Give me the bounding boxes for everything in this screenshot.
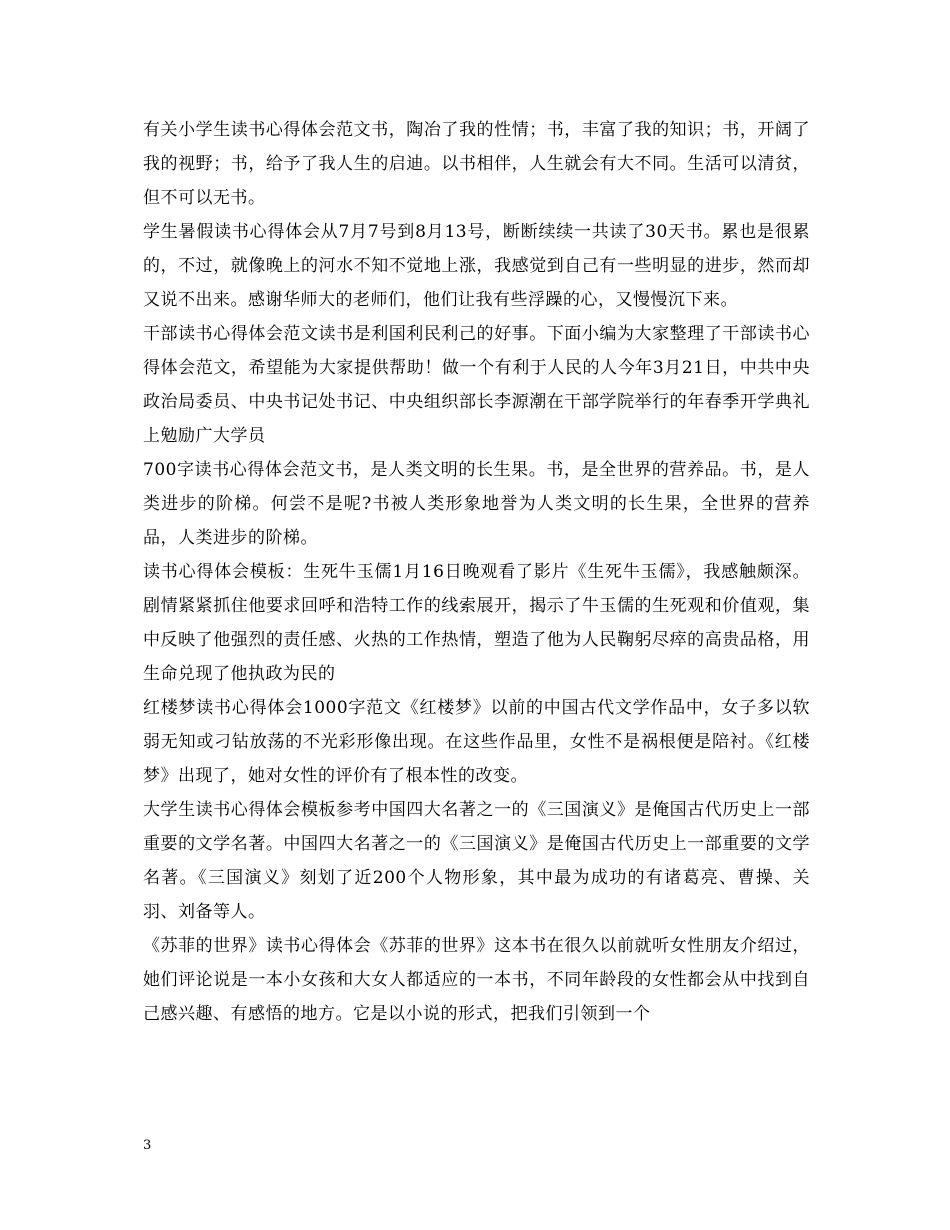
paragraph-5: 读书心得体会模板：生死牛玉儒1月16日晚观看了影片《生死牛玉儒》，我感触颇深。剧情紧紧抓住他要求回呼和浩特工作的线索展开，揭示了牛玉儒的生死观和价值观，集中反映了他强烈的责任感、火热的工作热情，塑造了他为人民鞠躬尽瘁的高贵品格，用生命兑现了他执政为民的 [143, 562, 810, 684]
paragraph-7: 大学生读书心得体会模板参考中国四大名著之一的《三国演义》是俺国古代历史上一部重要的文学名著。中国四大名著之一的《三国演义》是俺国古代历史上一部重要的文学名著。《三国演义》刻划了近200个人物形象，其中最为成功的有诸葛亮、曹操、关羽、刘备等人。 [143, 800, 810, 922]
paragraph-8: 《苏菲的世界》读书心得体会《苏菲的世界》这本书在很久以前就听女性朋友介绍过，她们评论说是一本小女孩和大女人都适应的一本书，不同年龄段的女性都会从中找到自己感兴趣、有感悟的地方。它是以小说的形式，把我们引领到一个 [143, 936, 810, 1024]
paragraph-2: 学生暑假读书心得体会从7月7号到8月13号，断断续续一共读了30天书。累也是很累的，不过，就像晚上的河水不知不觉地上涨，我感觉到自己有一些明显的进步，然而却又说不出来。感谢华师大的老师们，他们让我有些浮躁的心，又慢慢沉下来。 [143, 222, 810, 310]
document-body [143, 113, 810, 1031]
page-number: 3 [143, 1138, 152, 1153]
paragraph-6: 红楼梦读书心得体会1000字范文《红楼梦》以前的中国古代文学作品中，女子多以软弱无知或刁钻放荡的不光彩形像出现。在这些作品里，女性不是祸根便是陪衬。《红楼梦》出现了，她对女性的评价有了根本性的改变。 [143, 698, 810, 786]
paragraph-4: 700字读书心得体会范文书，是人类文明的长生果。书，是全世界的营养品。书，是人类进步的阶梯。何尝不是呢?书被人类形象地誉为人类文明的长生果，全世界的营养品，人类进步的阶梯。 [143, 460, 810, 548]
paragraph-3: 干部读书心得体会范文读书是利国利民利己的好事。下面小编为大家整理了干部读书心得体会范文，希望能为大家提供帮助！做一个有利于人民的人今年3月21日，中共中央政治局委员、中央书记处书记、中央组织部长李源潮在干部学院举行的年春季开学典礼上勉励广大学员 [143, 324, 810, 446]
paragraph-1: 有关小学生读书心得体会范文书，陶冶了我的性情；书，丰富了我的知识；书，开阔了我的视野；书，给予了我人生的启迪。以书相伴，人生就会有大不同。生活可以清贫，但不可以无书。 [143, 120, 810, 208]
